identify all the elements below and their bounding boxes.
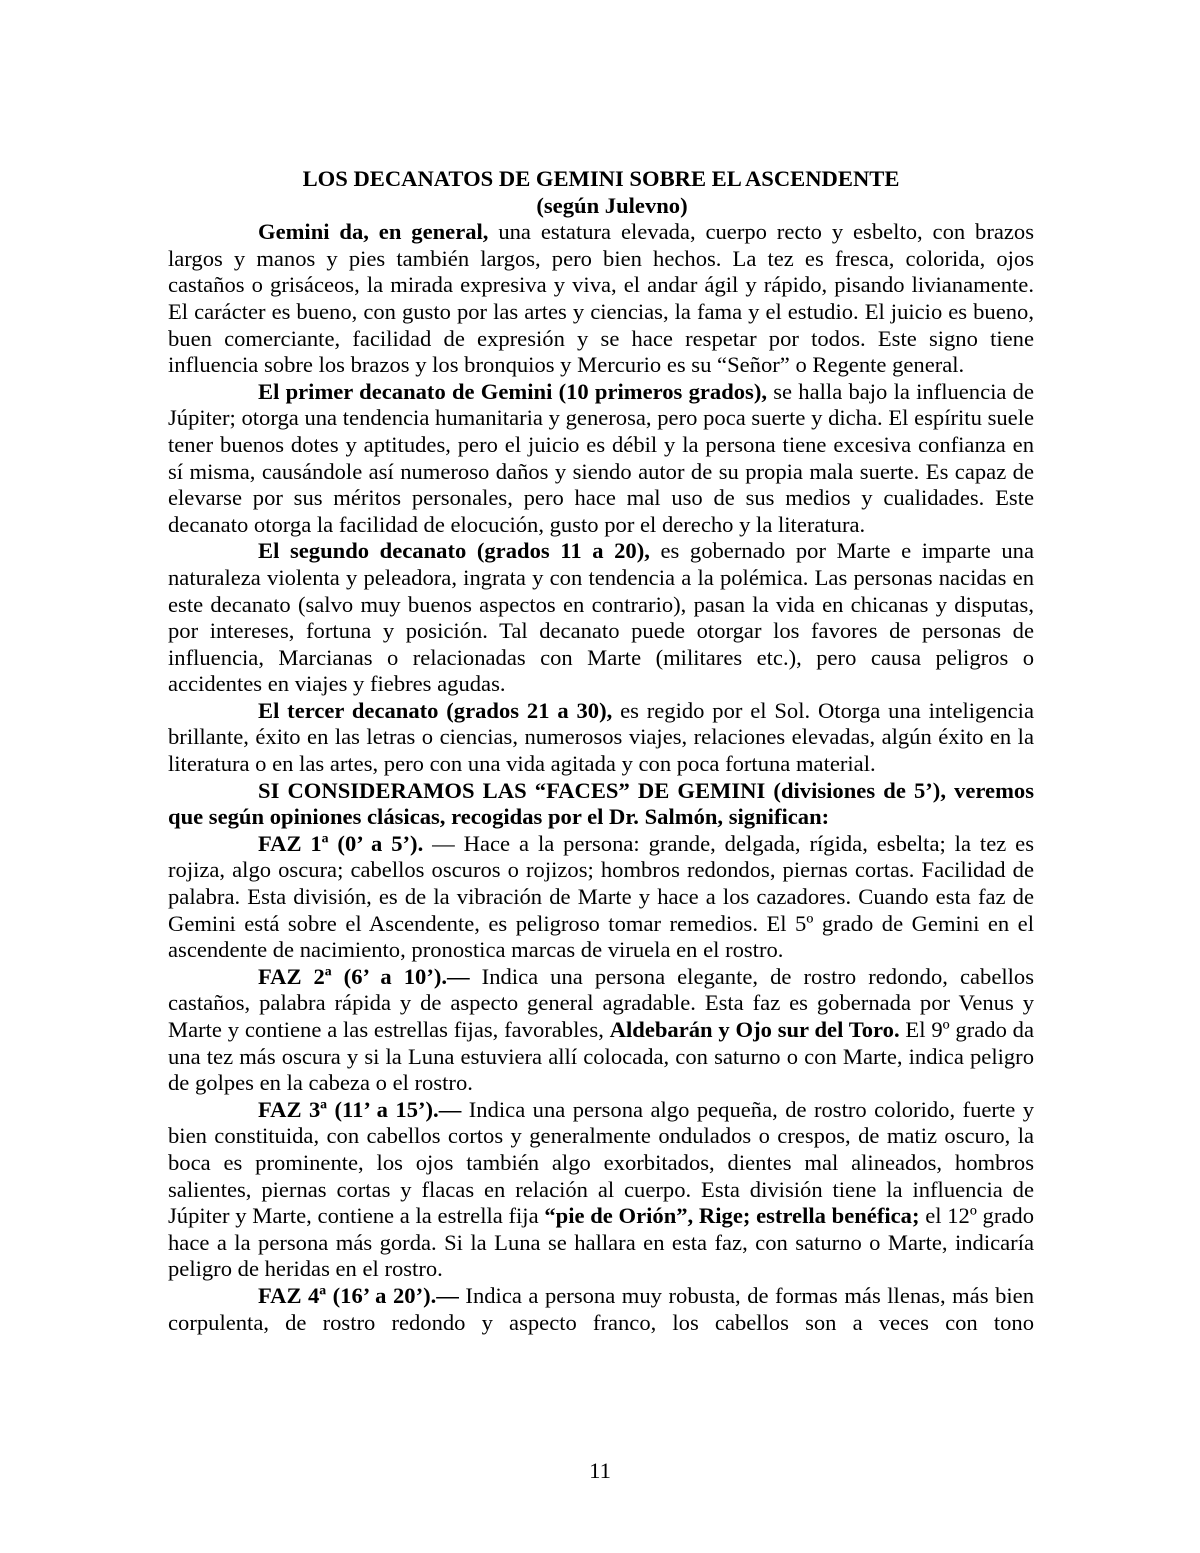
paragraph-body: Indica una persona algo pequeña, de rostro colorido, fuerte y bien constituida, con cabellos cortos y generalmente ondulados o crespos, de matiz oscuro, la boca es prominente, los ojos también algo exorbitados, dientes mal alineados, hombros salientes, piernas cortas y flacas en relación al cuerpo. Esta división tiene la influencia de Júpiter y Marte, contiene a la estrella fija: [168, 1096, 1034, 1229]
paragraph-body: Indica una persona elegante, de rostro redondo, cabellos castaños, palabra rápida y de aspecto general agradable. Esta faz es gobernada por Venus y Marte y contiene a las estrellas fijas, favorables,: [168, 963, 1034, 1042]
paragraph-body-continued: El 9º grado da una tez más oscura y si la Luna estuviera allí colocada, con saturno o con Marte, indica peligro de golpes en la cabeza o el rostro.: [168, 1017, 1034, 1096]
document-subtitle: (según Julevno): [536, 192, 688, 218]
paragraph-third-decanate: [168, 698, 1034, 778]
paragraph-body: una estatura elevada, cuerpo recto y esbelto, con brazos largos y manos y pies también largos, pero bien hechos. La tez es fresca, colorida, ojos castaños o grisáceos, la mirada expresiva y viva, el andar ágil y rápido, pisando livianamente. El carácter es bueno, con gusto por las artes y ciencias, la fama y el estudio. El juicio es bueno, buen comerciante, facilidad de expresión y se hace respetar por todos. Este signo tiene influencia sobre los brazos y los bronquios y Mercurio es su “Señor” o Regente general.: [168, 219, 1035, 378]
paragraph-lead: FAZ 4ª (16’ a 20’).—: [258, 1282, 459, 1308]
paragraph-faz-1: [168, 831, 1034, 964]
paragraph-second-decanate: [168, 538, 1034, 698]
paragraph-gemini-general: [168, 219, 1034, 379]
paragraph-faz-3: [168, 1097, 1034, 1283]
paragraph-lead: FAZ 1ª (0’ a 5’).: [258, 830, 424, 856]
paragraph-faz-2: [168, 964, 1034, 1097]
paragraph-body: se halla bajo la influencia de Júpiter; otorga una tendencia humanitaria y generosa, pero poca suerte y dicha. El espíritu suele tener buenos dotes y aptitudes, pero el juicio es débil y la persona tiene excesiva confianza en sí misma, causándole así numeroso daños y siendo autor de su propia mala suerte. Es capaz de elevarse por sus méritos personales, pero hace mal uso de sus medios y cualidades. Este decanato otorga la facilidad de elocución, gusto por el derecho y la literatura.: [168, 378, 1034, 537]
paragraph-lead: El segundo decanato (grados 11 a 20),: [258, 538, 650, 564]
paragraph-lead: SI CONSIDERAMOS LAS “FACES” DE GEMINI (divisiones de 5’), veremos que según opiniones clásicas, recogidas por el Dr. Salmón, significan:: [168, 777, 1034, 830]
paragraph-body: es gobernado por Marte e imparte una naturaleza violenta y peleadora, ingrata y con tendencia a la polémica. Las personas nacidas en este decanato (salvo muy buenos aspectos en contrario), pasan la vida en chicanas y disputas, por intereses, fortuna y posición. Tal decanato puede otorgar los favores de personas de influencia, Marcianas o relacionadas con Marte (militares etc.), pero causa peligros o accidentes en viajes y fiebres agudas.: [168, 538, 1034, 697]
page-number: 11: [589, 1458, 611, 1483]
document-page: [168, 166, 1034, 1336]
paragraph-lead: El tercer decanato (grados 21 a 30),: [258, 697, 613, 723]
document-title: LOS DECANATOS DE GEMINI SOBRE EL ASCENDENTE: [302, 166, 900, 191]
paragraph-first-decanate: [168, 379, 1034, 539]
paragraph-body: Indica a persona muy robusta, de formas más llenas, más bien corpulenta, de rostro redondo y aspecto franco, los cabellos son a veces con tono: [168, 1282, 1034, 1335]
paragraph-lead: FAZ 2ª (6’ a 10’).—: [258, 963, 470, 989]
paragraph-emphasis: “pie de Orión”, Rige; estrella benéfica;: [544, 1203, 920, 1229]
paragraph-emphasis: Aldebarán y Ojo sur del Toro.: [609, 1017, 900, 1042]
paragraph-faz-4: [168, 1283, 1034, 1336]
paragraph-body: — Hace a la persona: grande, delgada, rígida, esbelta; la tez es rojiza, algo oscura; cabellos oscuros o rojizos; hombros redondos, piernas cortas. Facilidad de palabra. Esta división, es de la vibración de Marte y hace a los cazadores. Cuando esta faz de Gemini está sobre el Ascendente, es peligroso tomar remedios. El 5º grado de Gemini en el ascendente de nacimiento, pronostica marcas de viruela en el rostro.: [168, 830, 1034, 963]
paragraph-body-continued: el 12º grado hace a la persona más gorda. Si la Luna se hallara en esta faz, con saturno o Marte, indicaría peligro de heridas en el rostro.: [168, 1203, 1034, 1282]
paragraph-lead: El primer decanato de Gemini (10 primeros grados),: [258, 378, 768, 404]
paragraph-faces-intro: [168, 778, 1034, 831]
paragraph-lead: Gemini da, en general,: [258, 219, 489, 245]
paragraph-body: es regido por el Sol. Otorga una inteligencia brillante, éxito en las letras o ciencias, numerosos viajes, relaciones elevadas, algún éxito en la literatura o en las artes, pero con una vida agitada y con poca fortuna material.: [168, 697, 1034, 777]
paragraph-lead: FAZ 3ª (11’ a 15’).—: [258, 1096, 462, 1122]
